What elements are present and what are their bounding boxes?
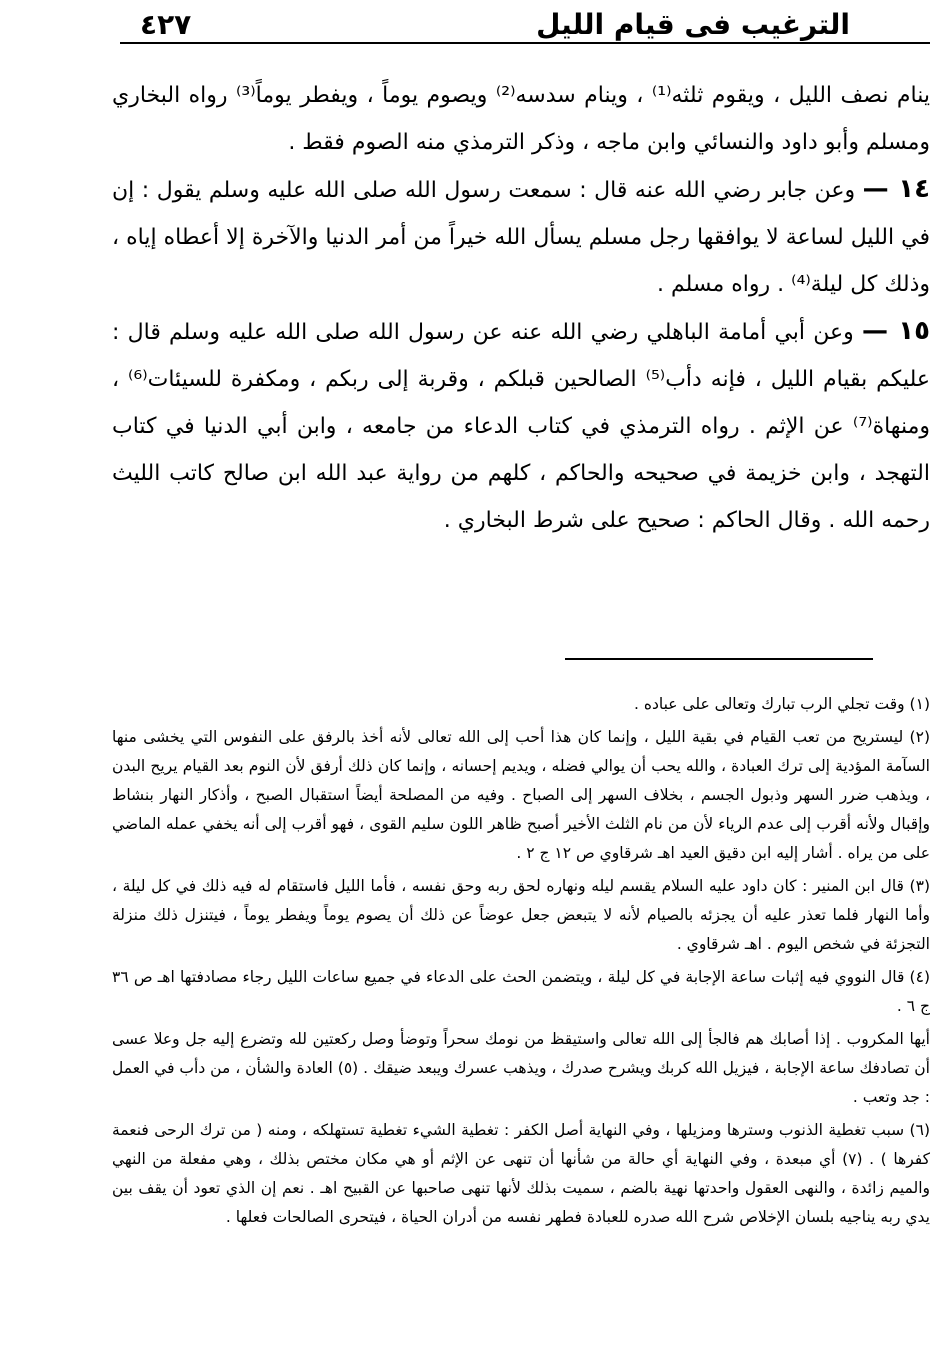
hadith-15 [112,308,930,544]
main-text [112,72,930,544]
paragraph-continuation: ينام نصف الليل ، ويقوم ثلثه⁽¹⁾ ، وينام سدسه⁽²⁾ ويصوم يوماً ، ويفطر يوماً⁽³⁾ رواه البخاري ومسلم وأبو داود والنسائي وابن ماجه ، وذكر الترمذي منه الصوم فقط . [112,83,931,155]
hadith-number: ١٥ — [861,316,930,346]
page-number: ٤٢٧ [140,8,192,41]
footnote: (٤) قال النووي فيه إثبات ساعة الإجابة في كل ليلة ، ويتضمن الحث على الدعاء في جميع ساعات الليل رجاء مصادفتها اهـ ص ٣٦ ج ٦ . [112,968,930,1015]
hadith-14 [112,166,930,308]
header-rule [120,42,930,44]
footnote: (٢) ليستريح من تعب القيام في بقية الليل ، وإنما كان هذا أحب إلى الله تعالى لأنه أخذ بالرفق على النفوس التي يخشى منها السآمة المؤدية إلى ترك العبادة ، والله يحب أن يوالي فضله ، ويديم إحسانه ، وإنما كان ذلك أرفق لأن النوم بعد القيام يريح البدن ، ويذهب ضرر السهر وذبول الجسم ، بخلاف السهر إلى الصباح . وفيه من المصلحة أيضاً استقبال الصبح ، وأذكار النهار بنشاط وإقبال ولأنه أقرب إلى عدم الرياء لأن من نام الثلث الأخير أصبح ظاهر اللون سليم القوى ، فهو أقرب إلى أنه يخفي عمله الماضي على من يراه . أشار إليه ابن دقيق العيد اهـ شرقاوي ص ١٢ ج ٢ . [112,728,930,862]
hadith-text: وعن جابر رضي الله عنه قال : سمعت رسول الله صلى الله عليه وسلم يقول : إن في الليل لساعة لا يوافقها رجل مسلم يسأل الله خيراً من أمر الدنيا والآخرة إلا أعطاه إياه ، وذلك كل ليلة⁽⁴⁾ . رواه مسلم . [112,178,930,297]
footnote: (٦) سبب تغطية الذنوب وسترها ومزيلها ، وفي النهاية أصل الكفر : تغطية الشيء تغطية تستهلكه ، ومنه ( من ترك الرحى فنعمة كفرها ) . (٧) أي مبعدة ، وفي النهاية أي حالة من شأنها أن تنهى عن الإثم أو هي مكان مختص بذلك ، وهي مفعلة من النهي والميم زائدة ، والنهى العقول واحدتها نهية بالضم ، سميت بذلك لأنها تنهى صاحبها عن القبيح اهـ . نعم إن الذي تعود أن يقف بين يدي ربه يناجيه بلسان الإخلاص شرح الله صدره للعبادة فطهر نفسه من أدران الحياة ، فيتحرى الصالحات فعلها . [112,1121,930,1226]
hadith-number: ١٤ — [862,174,930,204]
footnote: (١) وقت تجلي الرب تبارك وتعالى على عباده . [633,695,930,713]
page-header [120,8,930,42]
footnotes [112,690,930,1236]
footnote: أيها المكروب . إذا أصابك هم فالجأ إلى الله تعالى واستيقظ من نومك سحراً وتوضأ وصل ركعتين لله وتضرع إليه جل وعلا عسى أن تصادفك ساعة الإجابة ، فيزيل الله كربك ويشرح صدرك ، ويذهب عسرك ويبعد ضيقك . (٥) العادة والشأن ، من دأب في العمل : جد وتعب . [112,1030,930,1106]
footnote-separator [565,658,873,660]
hadith-text: وعن أبي أمامة الباهلي رضي الله عنه عن رسول الله صلى الله عليه وسلم قال : عليكم بقيام الليل ، فإنه دأب⁽⁵⁾ الصالحين قبلكم ، وقربة إلى ربكم ، ومكفرة للسيئات⁽⁶⁾ ، ومنهاة⁽⁷⁾ عن الإثم . رواه الترمذي في كتاب الدعاء من جامعه ، وابن أبي الدنيا في كتاب التهجد ، وابن خزيمة في صحيحه والحاكم ، كلهم من رواية عبد الله ابن صالح كاتب الليث رحمه الله . وقال الحاكم : صحيح على شرط البخاري . [112,320,930,533]
footnote: (٣) قال ابن المنير : كان داود عليه السلام يقسم ليله ونهاره لحق ربه وحق نفسه ، فأما الليل فاستقام له فيه ذلك في كل ليلة ، وأما النهار فلما تعذر عليه أن يجزئه بالصيام لأنه لا يتبعض جعل عوضاً عن ذلك أن يصوم يوماً ويفطر يوماً ، فيتنزل ذلك منزلة التجزئة في شخص اليوم . اهـ شرقاوي . [112,877,930,953]
running-title: الترغيب فى قيام الليل [536,8,850,41]
